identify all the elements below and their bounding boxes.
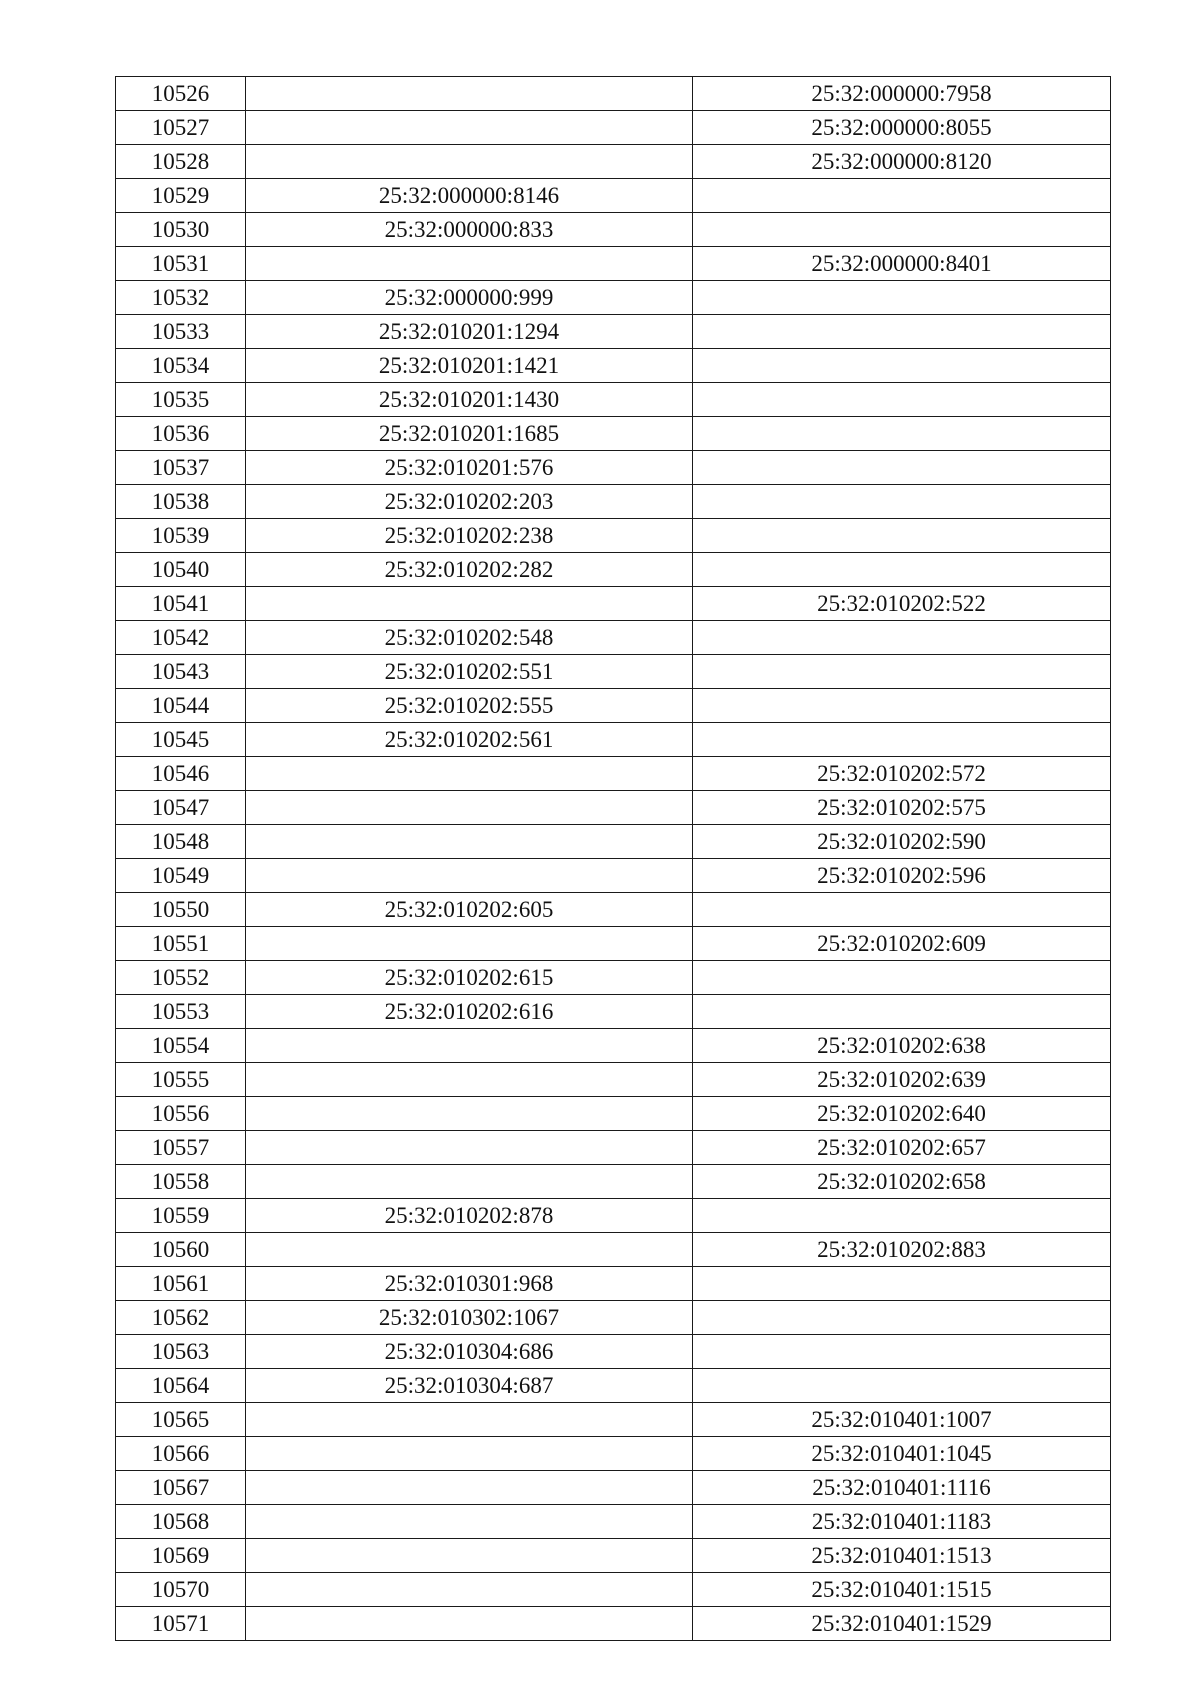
cadastral-number-cell-a xyxy=(246,1471,693,1505)
row-number-cell: 10537 xyxy=(116,451,246,485)
table-body xyxy=(116,77,1111,1641)
table-row xyxy=(116,621,1111,655)
cadastral-number-cell-a xyxy=(246,145,693,179)
row-number-cell: 10541 xyxy=(116,587,246,621)
cadastral-number-cell-a: 25:32:010202:548 xyxy=(246,621,693,655)
cadastral-number-table xyxy=(115,76,1111,1641)
row-number-cell: 10544 xyxy=(116,689,246,723)
cadastral-number-cell-a xyxy=(246,927,693,961)
table-row xyxy=(116,1165,1111,1199)
cadastral-number-cell-b xyxy=(693,417,1111,451)
cadastral-number-cell-b xyxy=(693,893,1111,927)
row-number-cell: 10526 xyxy=(116,77,246,111)
table-row xyxy=(116,1607,1111,1641)
row-number-cell: 10551 xyxy=(116,927,246,961)
cadastral-number-cell-b xyxy=(693,1369,1111,1403)
row-number-cell: 10535 xyxy=(116,383,246,417)
row-number-cell: 10554 xyxy=(116,1029,246,1063)
cadastral-number-cell-a xyxy=(246,757,693,791)
table-row xyxy=(116,1369,1111,1403)
cadastral-number-cell-a: 25:32:010304:686 xyxy=(246,1335,693,1369)
cadastral-number-cell-b xyxy=(693,179,1111,213)
cadastral-number-cell-b xyxy=(693,485,1111,519)
cadastral-number-cell-a: 25:32:010201:1421 xyxy=(246,349,693,383)
cadastral-number-cell-a xyxy=(246,1233,693,1267)
cadastral-number-cell-a: 25:32:010302:1067 xyxy=(246,1301,693,1335)
cadastral-number-cell-b: 25:32:010202:590 xyxy=(693,825,1111,859)
cadastral-number-cell-a xyxy=(246,1097,693,1131)
cadastral-number-cell-a xyxy=(246,1505,693,1539)
table-row xyxy=(116,451,1111,485)
cadastral-number-cell-a xyxy=(246,111,693,145)
row-number-cell: 10533 xyxy=(116,315,246,349)
table-row xyxy=(116,825,1111,859)
cadastral-number-cell-b xyxy=(693,281,1111,315)
row-number-cell: 10550 xyxy=(116,893,246,927)
cadastral-number-cell-a xyxy=(246,1063,693,1097)
cadastral-number-cell-a: 25:32:000000:833 xyxy=(246,213,693,247)
cadastral-number-cell-b: 25:32:010202:596 xyxy=(693,859,1111,893)
row-number-cell: 10530 xyxy=(116,213,246,247)
row-number-cell: 10565 xyxy=(116,1403,246,1437)
cadastral-number-cell-a: 25:32:010304:687 xyxy=(246,1369,693,1403)
row-number-cell: 10568 xyxy=(116,1505,246,1539)
cadastral-number-cell-a: 25:32:010202:878 xyxy=(246,1199,693,1233)
cadastral-number-cell-a: 25:32:010202:615 xyxy=(246,961,693,995)
row-number-cell: 10546 xyxy=(116,757,246,791)
table-row xyxy=(116,1063,1111,1097)
table-row xyxy=(116,961,1111,995)
table-row xyxy=(116,77,1111,111)
cadastral-number-cell-b: 25:32:010202:575 xyxy=(693,791,1111,825)
row-number-cell: 10556 xyxy=(116,1097,246,1131)
cadastral-number-cell-b xyxy=(693,451,1111,485)
cadastral-number-cell-a xyxy=(246,791,693,825)
cadastral-number-cell-a xyxy=(246,1403,693,1437)
row-number-cell: 10564 xyxy=(116,1369,246,1403)
row-number-cell: 10562 xyxy=(116,1301,246,1335)
cadastral-number-cell-a: 25:32:010202:605 xyxy=(246,893,693,927)
cadastral-number-cell-a: 25:32:000000:8146 xyxy=(246,179,693,213)
cadastral-number-cell-b xyxy=(693,723,1111,757)
table-row xyxy=(116,1199,1111,1233)
cadastral-number-cell-b xyxy=(693,519,1111,553)
row-number-cell: 10558 xyxy=(116,1165,246,1199)
cadastral-number-cell-b xyxy=(693,213,1111,247)
table-row xyxy=(116,213,1111,247)
row-number-cell: 10549 xyxy=(116,859,246,893)
cadastral-number-cell-a xyxy=(246,1165,693,1199)
row-number-cell: 10542 xyxy=(116,621,246,655)
row-number-cell: 10536 xyxy=(116,417,246,451)
cadastral-number-cell-b xyxy=(693,349,1111,383)
cadastral-number-cell-b xyxy=(693,1267,1111,1301)
table-row xyxy=(116,859,1111,893)
table-row xyxy=(116,995,1111,1029)
row-number-cell: 10548 xyxy=(116,825,246,859)
row-number-cell: 10531 xyxy=(116,247,246,281)
table-row xyxy=(116,417,1111,451)
table-row xyxy=(116,1029,1111,1063)
cadastral-number-cell-b xyxy=(693,621,1111,655)
cadastral-number-cell-b: 25:32:010401:1513 xyxy=(693,1539,1111,1573)
table-row xyxy=(116,485,1111,519)
cadastral-number-cell-a xyxy=(246,1131,693,1165)
cadastral-number-cell-a xyxy=(246,1573,693,1607)
cadastral-number-cell-a: 25:32:010201:1430 xyxy=(246,383,693,417)
row-number-cell: 10555 xyxy=(116,1063,246,1097)
cadastral-number-cell-a xyxy=(246,587,693,621)
cadastral-number-cell-b xyxy=(693,315,1111,349)
cadastral-number-cell-a: 25:32:010201:576 xyxy=(246,451,693,485)
cadastral-number-cell-b xyxy=(693,1199,1111,1233)
table-row xyxy=(116,1233,1111,1267)
row-number-cell: 10532 xyxy=(116,281,246,315)
table-row xyxy=(116,1403,1111,1437)
table-row xyxy=(116,791,1111,825)
table-row xyxy=(116,689,1111,723)
cadastral-number-cell-b: 25:32:010401:1515 xyxy=(693,1573,1111,1607)
cadastral-number-cell-b xyxy=(693,383,1111,417)
cadastral-number-cell-b: 25:32:010202:572 xyxy=(693,757,1111,791)
row-number-cell: 10559 xyxy=(116,1199,246,1233)
row-number-cell: 10570 xyxy=(116,1573,246,1607)
cadastral-number-cell-b: 25:32:010202:640 xyxy=(693,1097,1111,1131)
cadastral-number-cell-b: 25:32:000000:8401 xyxy=(693,247,1111,281)
row-number-cell: 10545 xyxy=(116,723,246,757)
table-row xyxy=(116,1097,1111,1131)
cadastral-number-cell-b: 25:32:000000:8055 xyxy=(693,111,1111,145)
row-number-cell: 10567 xyxy=(116,1471,246,1505)
row-number-cell: 10557 xyxy=(116,1131,246,1165)
row-number-cell: 10569 xyxy=(116,1539,246,1573)
cadastral-number-cell-a: 25:32:010202:282 xyxy=(246,553,693,587)
table-row xyxy=(116,349,1111,383)
cadastral-number-cell-b xyxy=(693,1335,1111,1369)
row-number-cell: 10560 xyxy=(116,1233,246,1267)
cadastral-number-cell-a: 25:32:010202:238 xyxy=(246,519,693,553)
row-number-cell: 10534 xyxy=(116,349,246,383)
cadastral-number-cell-a xyxy=(246,247,693,281)
cadastral-number-cell-b xyxy=(693,961,1111,995)
row-number-cell: 10543 xyxy=(116,655,246,689)
table-row xyxy=(116,315,1111,349)
table-row xyxy=(116,1573,1111,1607)
cadastral-number-cell-b: 25:32:010202:609 xyxy=(693,927,1111,961)
row-number-cell: 10563 xyxy=(116,1335,246,1369)
table-row xyxy=(116,587,1111,621)
cadastral-number-cell-a xyxy=(246,77,693,111)
table-row xyxy=(116,1471,1111,1505)
cadastral-number-cell-a xyxy=(246,825,693,859)
table-row xyxy=(116,1539,1111,1573)
cadastral-number-cell-b xyxy=(693,995,1111,1029)
cadastral-number-cell-b: 25:32:010401:1116 xyxy=(693,1471,1111,1505)
cadastral-number-cell-b: 25:32:010401:1045 xyxy=(693,1437,1111,1471)
cadastral-number-cell-b: 25:32:010202:883 xyxy=(693,1233,1111,1267)
cadastral-number-cell-a: 25:32:010201:1294 xyxy=(246,315,693,349)
cadastral-number-cell-b: 25:32:010202:638 xyxy=(693,1029,1111,1063)
table-row xyxy=(116,519,1111,553)
cadastral-number-cell-a: 25:32:010202:561 xyxy=(246,723,693,757)
cadastral-number-cell-a xyxy=(246,1607,693,1641)
cadastral-number-cell-a xyxy=(246,859,693,893)
cadastral-number-cell-b xyxy=(693,655,1111,689)
row-number-cell: 10553 xyxy=(116,995,246,1029)
cadastral-number-cell-b xyxy=(693,689,1111,723)
table-row xyxy=(116,1437,1111,1471)
table-row xyxy=(116,927,1111,961)
cadastral-number-cell-a xyxy=(246,1539,693,1573)
cadastral-number-cell-b: 25:32:010401:1529 xyxy=(693,1607,1111,1641)
table-row xyxy=(116,1131,1111,1165)
table-row xyxy=(116,1267,1111,1301)
row-number-cell: 10547 xyxy=(116,791,246,825)
table-row xyxy=(116,1335,1111,1369)
row-number-cell: 10552 xyxy=(116,961,246,995)
cadastral-number-cell-b: 25:32:000000:8120 xyxy=(693,145,1111,179)
cadastral-number-cell-a: 25:32:010301:968 xyxy=(246,1267,693,1301)
cadastral-number-cell-a: 25:32:010202:203 xyxy=(246,485,693,519)
table-row xyxy=(116,723,1111,757)
row-number-cell: 10527 xyxy=(116,111,246,145)
cadastral-number-cell-b: 25:32:010202:639 xyxy=(693,1063,1111,1097)
cadastral-number-cell-b: 25:32:010401:1183 xyxy=(693,1505,1111,1539)
cadastral-number-cell-b xyxy=(693,1301,1111,1335)
table-row xyxy=(116,553,1111,587)
table-row xyxy=(116,179,1111,213)
row-number-cell: 10540 xyxy=(116,553,246,587)
table-row xyxy=(116,281,1111,315)
cadastral-number-cell-b: 25:32:010202:522 xyxy=(693,587,1111,621)
cadastral-number-cell-a xyxy=(246,1029,693,1063)
cadastral-number-cell-b xyxy=(693,553,1111,587)
row-number-cell: 10539 xyxy=(116,519,246,553)
cadastral-number-cell-b: 25:32:000000:7958 xyxy=(693,77,1111,111)
table-row xyxy=(116,383,1111,417)
table-row xyxy=(116,893,1111,927)
table-row xyxy=(116,111,1111,145)
row-number-cell: 10561 xyxy=(116,1267,246,1301)
row-number-cell: 10571 xyxy=(116,1607,246,1641)
cadastral-number-cell-a: 25:32:010201:1685 xyxy=(246,417,693,451)
cadastral-number-cell-b: 25:32:010401:1007 xyxy=(693,1403,1111,1437)
row-number-cell: 10528 xyxy=(116,145,246,179)
cadastral-number-cell-a: 25:32:010202:551 xyxy=(246,655,693,689)
row-number-cell: 10538 xyxy=(116,485,246,519)
cadastral-number-cell-a: 25:32:010202:616 xyxy=(246,995,693,1029)
cadastral-number-cell-a xyxy=(246,1437,693,1471)
cadastral-number-cell-b: 25:32:010202:658 xyxy=(693,1165,1111,1199)
table-row xyxy=(116,1301,1111,1335)
row-number-cell: 10566 xyxy=(116,1437,246,1471)
cadastral-number-cell-a: 25:32:000000:999 xyxy=(246,281,693,315)
table-row xyxy=(116,757,1111,791)
table-row xyxy=(116,247,1111,281)
table-row xyxy=(116,1505,1111,1539)
table-row xyxy=(116,655,1111,689)
cadastral-number-cell-a: 25:32:010202:555 xyxy=(246,689,693,723)
row-number-cell: 10529 xyxy=(116,179,246,213)
table-row xyxy=(116,145,1111,179)
cadastral-number-cell-b: 25:32:010202:657 xyxy=(693,1131,1111,1165)
